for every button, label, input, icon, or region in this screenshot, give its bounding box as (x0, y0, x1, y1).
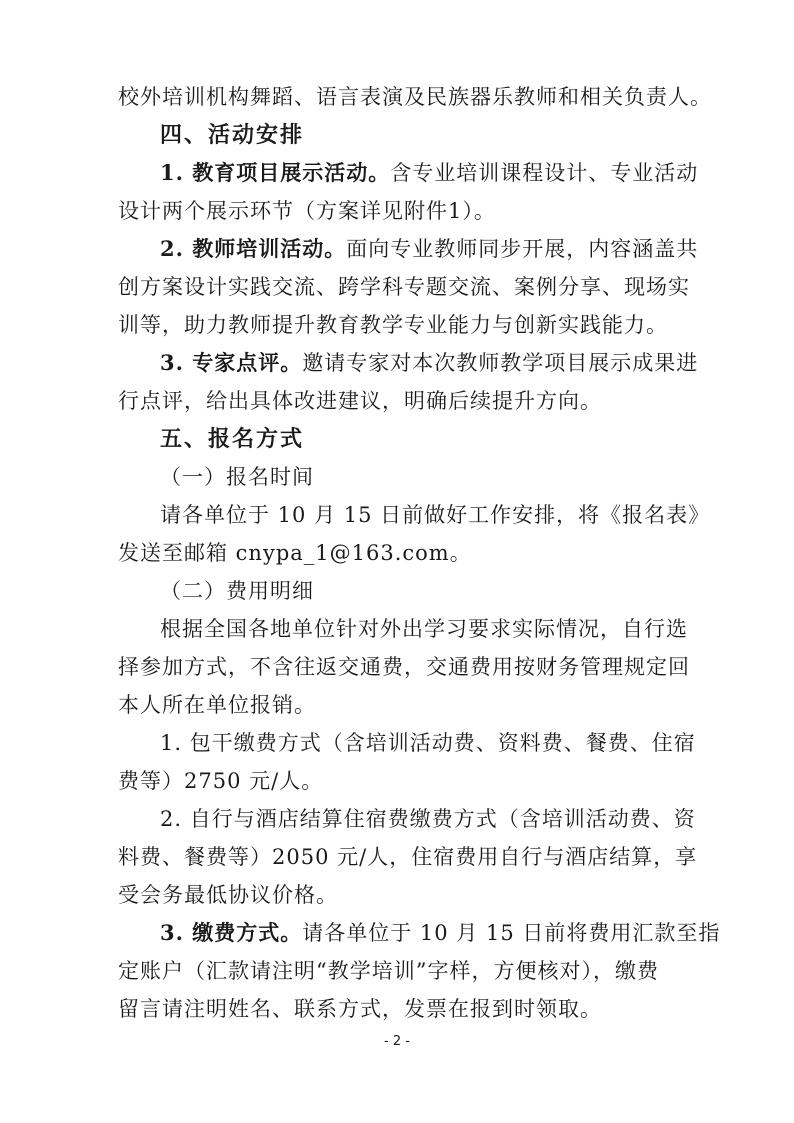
subsection-heading-fees: （二）费用明细 (160, 579, 314, 603)
item-lead: 3. 缴费方式。 (160, 920, 303, 945)
item-lead: 1. 教育项目展示活动。 (160, 160, 391, 185)
body-line (160, 158, 698, 188)
item-lead: 3. 专家点评。 (160, 350, 303, 375)
body-line: 请各单位于 10 月 15 日前做好工作安排，将《报名表》 (160, 503, 711, 527)
subsection-heading-time: （一）报名时间 (160, 465, 314, 489)
item-lead: 2. 教师培训活动。 (160, 236, 347, 261)
body-line: 设计两个展示环节（方案详见附件1）。 (118, 199, 496, 223)
page-number: - 2 - (384, 1034, 410, 1049)
body-line: 择参加方式，不含往返交通费，交通费用按财务管理规定回 (118, 655, 690, 679)
body-line: 留言请注明姓名、联系方式，发票在报到时领取。 (118, 997, 602, 1021)
body-line: 根据全国各地单位针对外出学习要求实际情况，自行选 (160, 617, 688, 641)
body-line (160, 234, 698, 264)
body-line: 本人所在单位报销。 (118, 693, 316, 717)
body-line: 受会务最低协议价格。 (118, 883, 338, 907)
body-line (160, 348, 698, 378)
item-text: 含专业培训课程设计、专业活动 (390, 161, 699, 185)
section-heading-registration: 五、报名方式 (160, 426, 305, 452)
body-line: 创方案设计实践交流、跨学科专题交流、案例分享、现场实 (118, 275, 690, 299)
body-line: 定账户（汇款请注明“教学培训”字样，方便核对），缴费 (118, 959, 659, 983)
section-heading-activities: 四、活动安排 (160, 122, 305, 148)
body-line: 行点评，给出具体改进建议，明确后续提升方向。 (118, 389, 602, 413)
item-text: 请各单位于 10 月 15 日前将费用汇款至指 (302, 921, 721, 945)
body-line: 校外培训机构舞蹈、语言表演及民族器乐教师和相关负责人。 (118, 85, 712, 109)
body-line (160, 918, 720, 948)
body-line-email: 发送至邮箱 cnypa_1@163.com。 (118, 541, 472, 565)
body-line: 料费、餐费等）2050 元/人，住宿费用自行与酒店结算，享 (118, 845, 698, 869)
item-text: 面向专业教师同步开展，内容涵盖共 (346, 237, 699, 261)
item-text: 邀请专家对本次教师教学项目展示成果进 (302, 351, 699, 375)
body-line: 训等，助力教师提升教育教学专业能力与创新实践能力。 (118, 313, 668, 337)
body-line: 2. 自行与酒店结算住宿费缴费方式（含培训活动费、资 (160, 807, 696, 831)
body-line: 费等）2750 元/人。 (118, 769, 324, 793)
body-line: 1. 包干缴费方式（含培训活动费、资料费、餐费、住宿 (160, 731, 696, 755)
